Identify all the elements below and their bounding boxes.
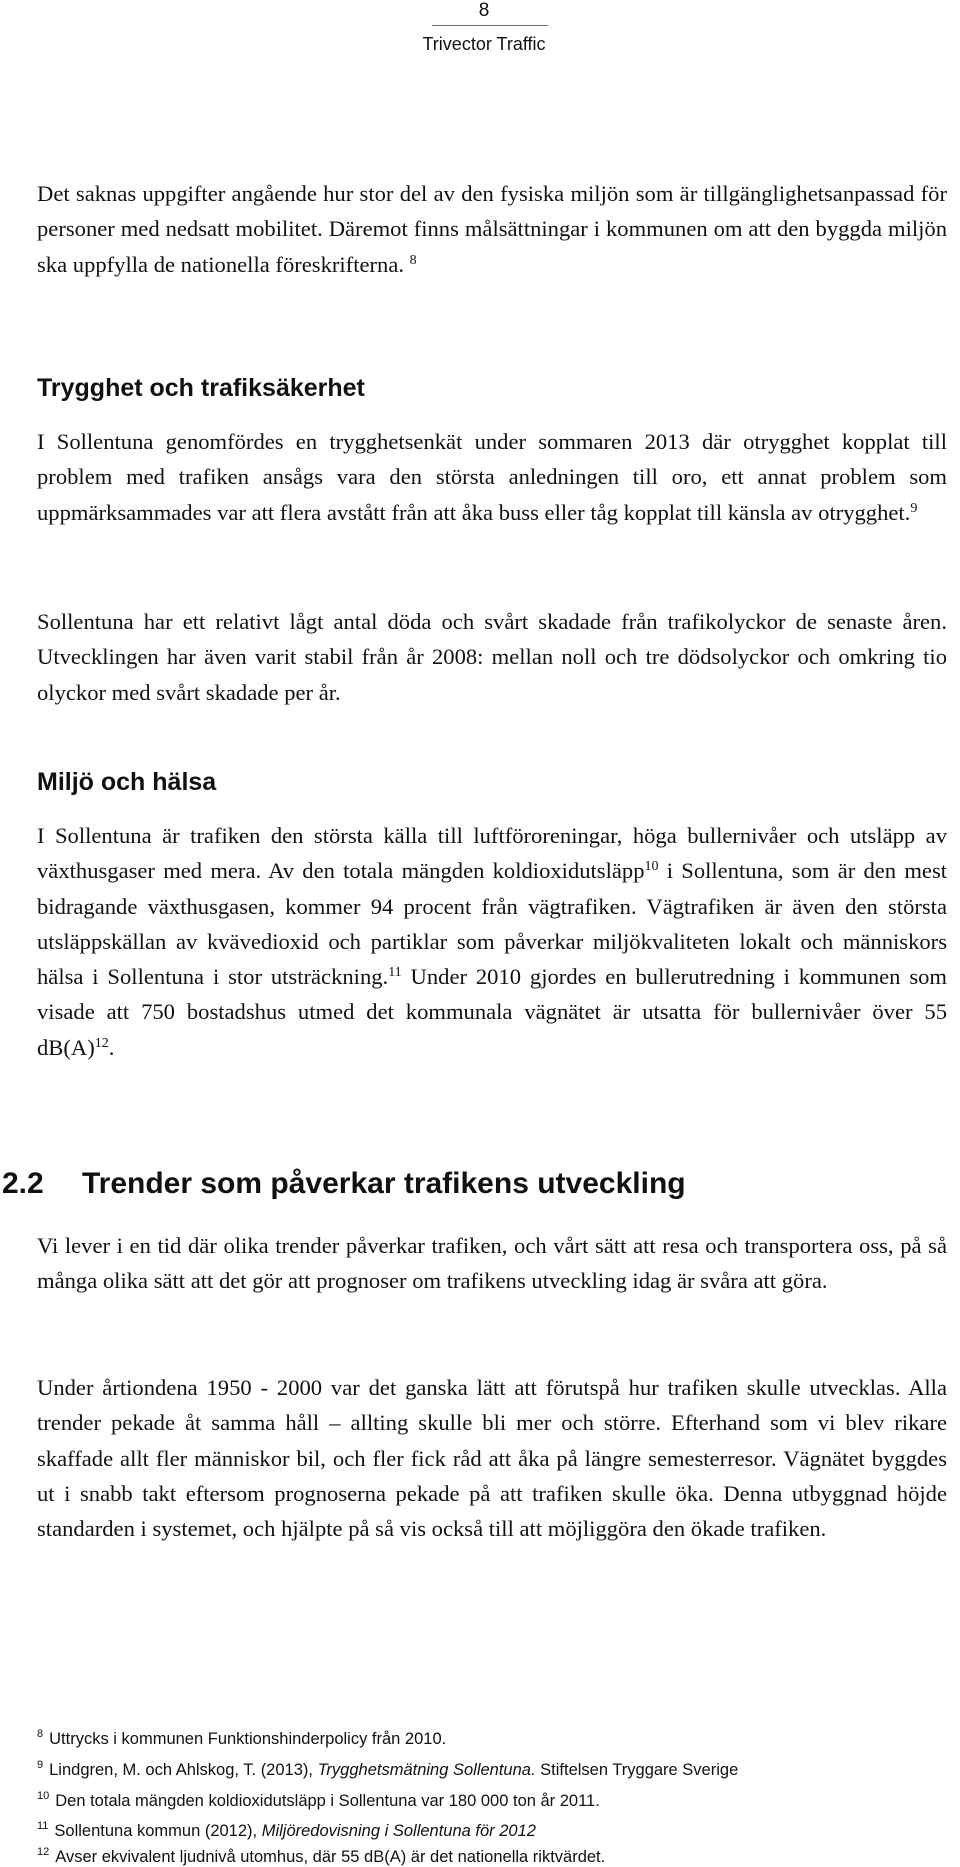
header-company: Trivector Traffic <box>422 34 546 54</box>
footnote-8: $^8$ Uttrycks i kommunen Funktionshinderpolicy från 2010. <box>37 1728 447 1748</box>
footnote-ref-8: 8 <box>409 252 417 268</box>
heading-miljo: Miljö och hälsa <box>37 768 217 796</box>
footnote-number: 12 <box>37 1846 50 1858</box>
environment-text-c: Under 2010 gjordes en bullerutredning i kommunen som visade att 750 bostadshus utmed det kommunala vägnätet är utsatta för bullernivåer över 55 dB(A) <box>37 964 947 1060</box>
trends-paragraph-2: Under årtiondena 1950 - 2000 var det ganska lätt att förutspå hur trafiken skulle utvecklas. Alla trender pekade åt samma håll – allting skulle bli mer och större. Efterhand som vi blev rikare skaffade allt fler människor bil, och fler fick råd att åka på längre semesterresor. Vägnätet byggdes ut i snabb takt eftersom prognoserna pekade på att trafiken skulle öka. Denna utbyggnad höjde standarden i systemet, och hjälpte på så vis också till att möjliggöra den ökade trafiken. <box>37 1375 947 1542</box>
footnote-ref-9: 9 <box>910 500 918 516</box>
footnote-12: $^{12}$ Avser ekvivalent ljudnivå utomhus, där 55 dB(A) är det nationella riktvärdet. <box>37 1846 606 1866</box>
safety-paragraph-2: Sollentuna har ett relativt lågt antal döda och svårt skadade från trafikolyckor de senaste åren. Utvecklingen har även varit stabil från år 2008: mellan noll och tre dödsolyckor och omkring tio olyckor med svårt skadade per år. <box>37 609 947 705</box>
intro-text: Det saknas uppgifter angående hur stor del av den fysiska miljön som är tillgänglighetsanpassad för personer med nedsatt mobilitet. Däremot finns målsättningar i kommunen om att den byggda miljön ska uppfylla de nationella föreskrifterna. <box>37 181 947 277</box>
footnote-number: 8 <box>37 1728 44 1740</box>
environment-text-d: . <box>108 1034 115 1060</box>
footnote-ref-10: 10 <box>644 859 659 875</box>
footnote-number: 10 <box>37 1790 50 1802</box>
safety-text-1: I Sollentuna genomfördes en trygghetsenkät under sommaren 2013 där otrygghet kopplat till problem med trafiken ansågs vara den största anledningen till oro, ett annat problem som uppmärksammades var att flera avstått från att åka buss eller tåg kopplat till känsla av otrygghet. <box>37 429 947 525</box>
trends-paragraph-1: Vi lever i en tid där olika trender påverkar trafiken, och vårt sätt att resa och transportera oss, på så många olika sätt att det gör att prognoser om trafikens utveckling idag är svåra att göra. <box>37 1233 947 1294</box>
section-title: Trender som påverkar trafikens utveckling <box>82 1167 686 1200</box>
intro-paragraph <box>37 176 947 282</box>
footnote-11: $^{11}$ Sollentuna kommun (2012), Miljöredovisning i Sollentuna för 2012 <box>37 1820 536 1840</box>
section-number: 2.2 <box>2 1167 44 1200</box>
environment-text-b: i Sollentuna, som är den mest bidragande växthusgasen, kommer 94 procent från vägtrafiken. Vägtrafiken är även den största utsläppskällan av kvävedioxid och partiklar som påverkar miljökvaliteten lokalt och människors hälsa i Sollentuna i stor utsträckning. <box>37 858 948 990</box>
heading-trender <box>2 1166 686 1202</box>
footnote-10: $^{10}$ Den totala mängden koldioxidutsläpp i Sollentuna var 180 000 ton år 2011. <box>37 1790 600 1810</box>
page-number: 8 <box>478 0 490 21</box>
header-rule <box>432 25 548 26</box>
environment-paragraph <box>37 818 947 1065</box>
footnote-ref-11: 11 <box>388 965 402 981</box>
environment-text-a: I Sollentuna är trafiken den största källa till luftföroreningar, höga bullernivåer och utsläpp av växthusgaser med mera. Av den totala mängden koldioxidutsläpp <box>37 823 947 884</box>
footnote-number: 9 <box>37 1759 44 1771</box>
footnote-9: $^9$ Lindgren, M. och Ahlskog, T. (2013), Trygghetsmätning Sollentuna. Stiftelsen Tryggare Sverige <box>37 1759 739 1779</box>
heading-trygghet: Trygghet och trafiksäkerhet <box>37 374 365 402</box>
footnote-number: 11 <box>37 1820 49 1832</box>
safety-paragraph-1 <box>37 424 947 530</box>
footnote-ref-12: 12 <box>94 1035 109 1051</box>
